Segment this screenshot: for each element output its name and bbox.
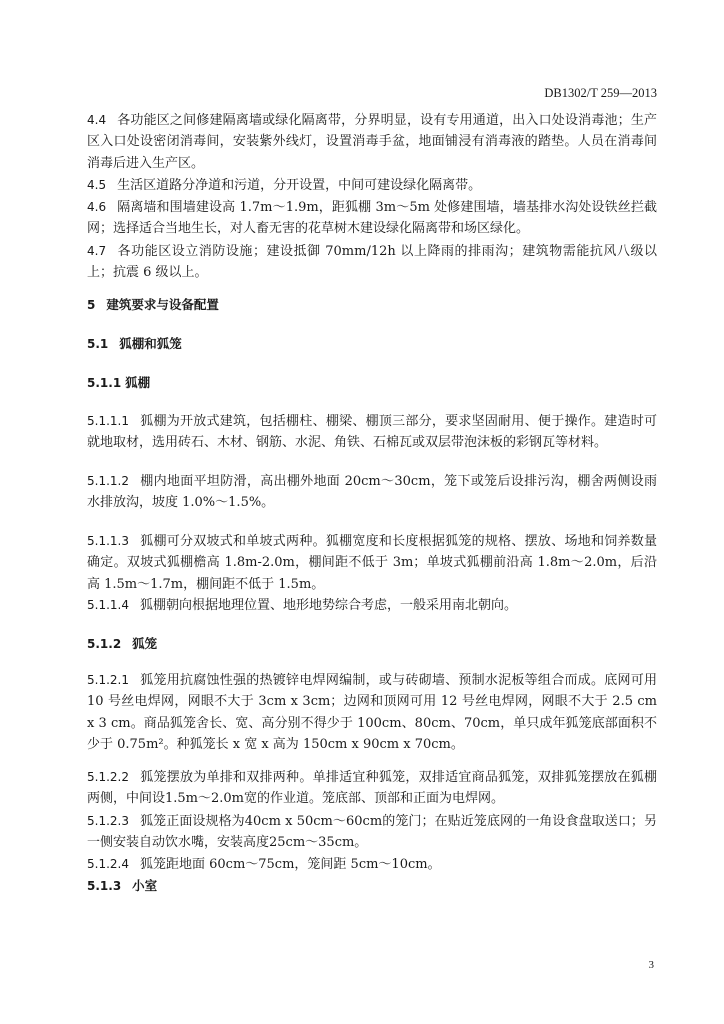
document-code-header: DB1302/T 259—2013 (544, 86, 657, 100)
clause-4-7 (87, 241, 657, 284)
clause-number: 5.1.1.3 (87, 534, 129, 548)
clause-text: 狐笼正面设规格为40cm x 50cm～60cm的笼门；在贴近笼底网的一角设食盘取送口；另一侧安装自动饮水嘴，安装高度25cm～35cm。 (87, 814, 657, 851)
clause-number: 4.7 (87, 244, 107, 258)
clause-text: 狐棚朝向根据地理位置、地形地势综合考虑，一般采用南北朝向。 (139, 598, 517, 613)
clause-5-1-2-3 (87, 811, 657, 854)
heading-title: 小室 (132, 878, 158, 893)
clause-number: 5.1.2.2 (87, 770, 129, 784)
clause-5-1-1-1 (87, 411, 657, 454)
heading-number: 5.1 (87, 337, 109, 351)
clause-text: 各功能区设立消防设施；建设抵御 70mm/12h 以上降雨的排雨沟；建筑物需能抗风八级以上；抗震 6 级以上。 (87, 244, 657, 281)
clause-text: 狐笼距地面 60cm～75cm，笼间距 5cm～10cm。 (139, 857, 441, 872)
heading-number: 5.1.3 (87, 879, 122, 893)
clause-4-4 (87, 110, 657, 174)
clause-text: 狐棚可分双坡式和单坡式两种。狐棚宽度和长度根据狐笼的规格、摆放、场地和饲养数量确定。双坡式狐棚檐高 1.8m-2.0m，棚间距不低于 3m；单坡式狐棚前沿高 1.8m～2.0m，后沿高 1.5m～1.7m，棚间距不低于 1.5m。 (87, 534, 657, 592)
clause-text: 棚内地面平坦防滑，高出棚外地面 20cm～30cm，笼下或笼后设排污沟，棚舍两侧设雨水排放沟，坡度 1.0%～1.5%。 (87, 474, 657, 511)
clause-number: 5.1.2.4 (87, 857, 129, 871)
clause-number: 5.1.2.3 (87, 814, 129, 828)
section-heading-5-1-3 (87, 875, 657, 897)
section-heading-5 (87, 294, 657, 316)
clause-5-1-1-3 (87, 531, 657, 595)
clause-5-1-1-4 (87, 595, 657, 616)
clause-5-1-2-4 (87, 854, 657, 875)
clause-text: 各功能区之间修建隔离墙或绿化隔离带，分界明显，设有专用通道，出入口处设消毒池；生产区入口处设密闭消毒间，安装紫外线灯，设置消毒手盆，地面铺浸有消毒液的踏垫。人员在消毒间消毒后进入生产区。 (87, 113, 657, 171)
heading-title: 建筑要求与设备配置 (106, 297, 219, 312)
clause-4-6 (87, 197, 657, 240)
section-heading-5-1 (87, 333, 657, 355)
heading-title: 狐笼 (132, 636, 158, 651)
heading-title: 狐棚和狐笼 (119, 336, 182, 351)
clause-number: 4.6 (87, 200, 107, 214)
clause-number: 4.4 (87, 113, 107, 127)
clause-number: 5.1.2.1 (87, 673, 129, 687)
clause-5-1-2-1 (87, 670, 657, 756)
heading-number: 5 (87, 298, 96, 312)
page-number: 3 (648, 959, 654, 971)
heading-number: 5.1.2 (87, 637, 122, 651)
heading-number: 5.1.1 (87, 376, 122, 390)
clause-number: 5.1.1.4 (87, 598, 129, 612)
clause-number: 5.1.1.2 (87, 474, 129, 488)
clause-5-1-2-2 (87, 767, 657, 810)
clause-text: 狐笼用抗腐蚀性强的热镀锌电焊网编制，或与砖砌墙、预制水泥板等组合而成。底网可用 10 号丝电焊网，网眼不大于 3cm x 3cm；边网和顶网可用 12 号丝电焊网，网眼不大于 2.5 cm x 3 cm。商品狐笼舍长、宽、高分别不得少于 100cm、80cm、70cm，单只成年狐笼底部面积不少于 0.75m²。种狐笼长 x 宽 x 高为 150cm x 90cm x 70cm。 (87, 673, 657, 753)
section-heading-5-1-2 (87, 633, 657, 655)
clause-number: 4.5 (87, 178, 107, 192)
clause-text: 隔离墙和围墙建设高 1.7m～1.9m，距狐棚 3m～5m 处修建围墙，墙基排水沟处设铁丝拦截网；选择适合当地生长，对人畜无害的花草树木建设绿化隔离带和场区绿化。 (87, 200, 657, 237)
clause-4-5 (87, 175, 657, 196)
section-heading-5-1-1 (87, 372, 657, 394)
clause-text: 狐棚为开放式建筑，包括棚柱、棚梁、棚顶三部分，要求坚固耐用、便于操作。建造时可就地取材，选用砖石、木材、钢筋、水泥、角铁、石棉瓦或双层带泡沫板的彩钢瓦等材料。 (87, 414, 657, 451)
clause-5-1-1-2 (87, 471, 657, 514)
heading-title: 狐棚 (125, 375, 151, 390)
clause-text: 狐笼摆放为单排和双排两种。单排适宜种狐笼，双排适宜商品狐笼，双排狐笼摆放在狐棚两侧，中间设1.5m～2.0m宽的作业道。笼底部、顶部和正面为电焊网。 (87, 770, 657, 807)
clause-number: 5.1.1.1 (87, 414, 129, 428)
clause-text: 生活区道路分净道和污道，分开设置，中间可建设绿化隔离带。 (117, 178, 482, 193)
